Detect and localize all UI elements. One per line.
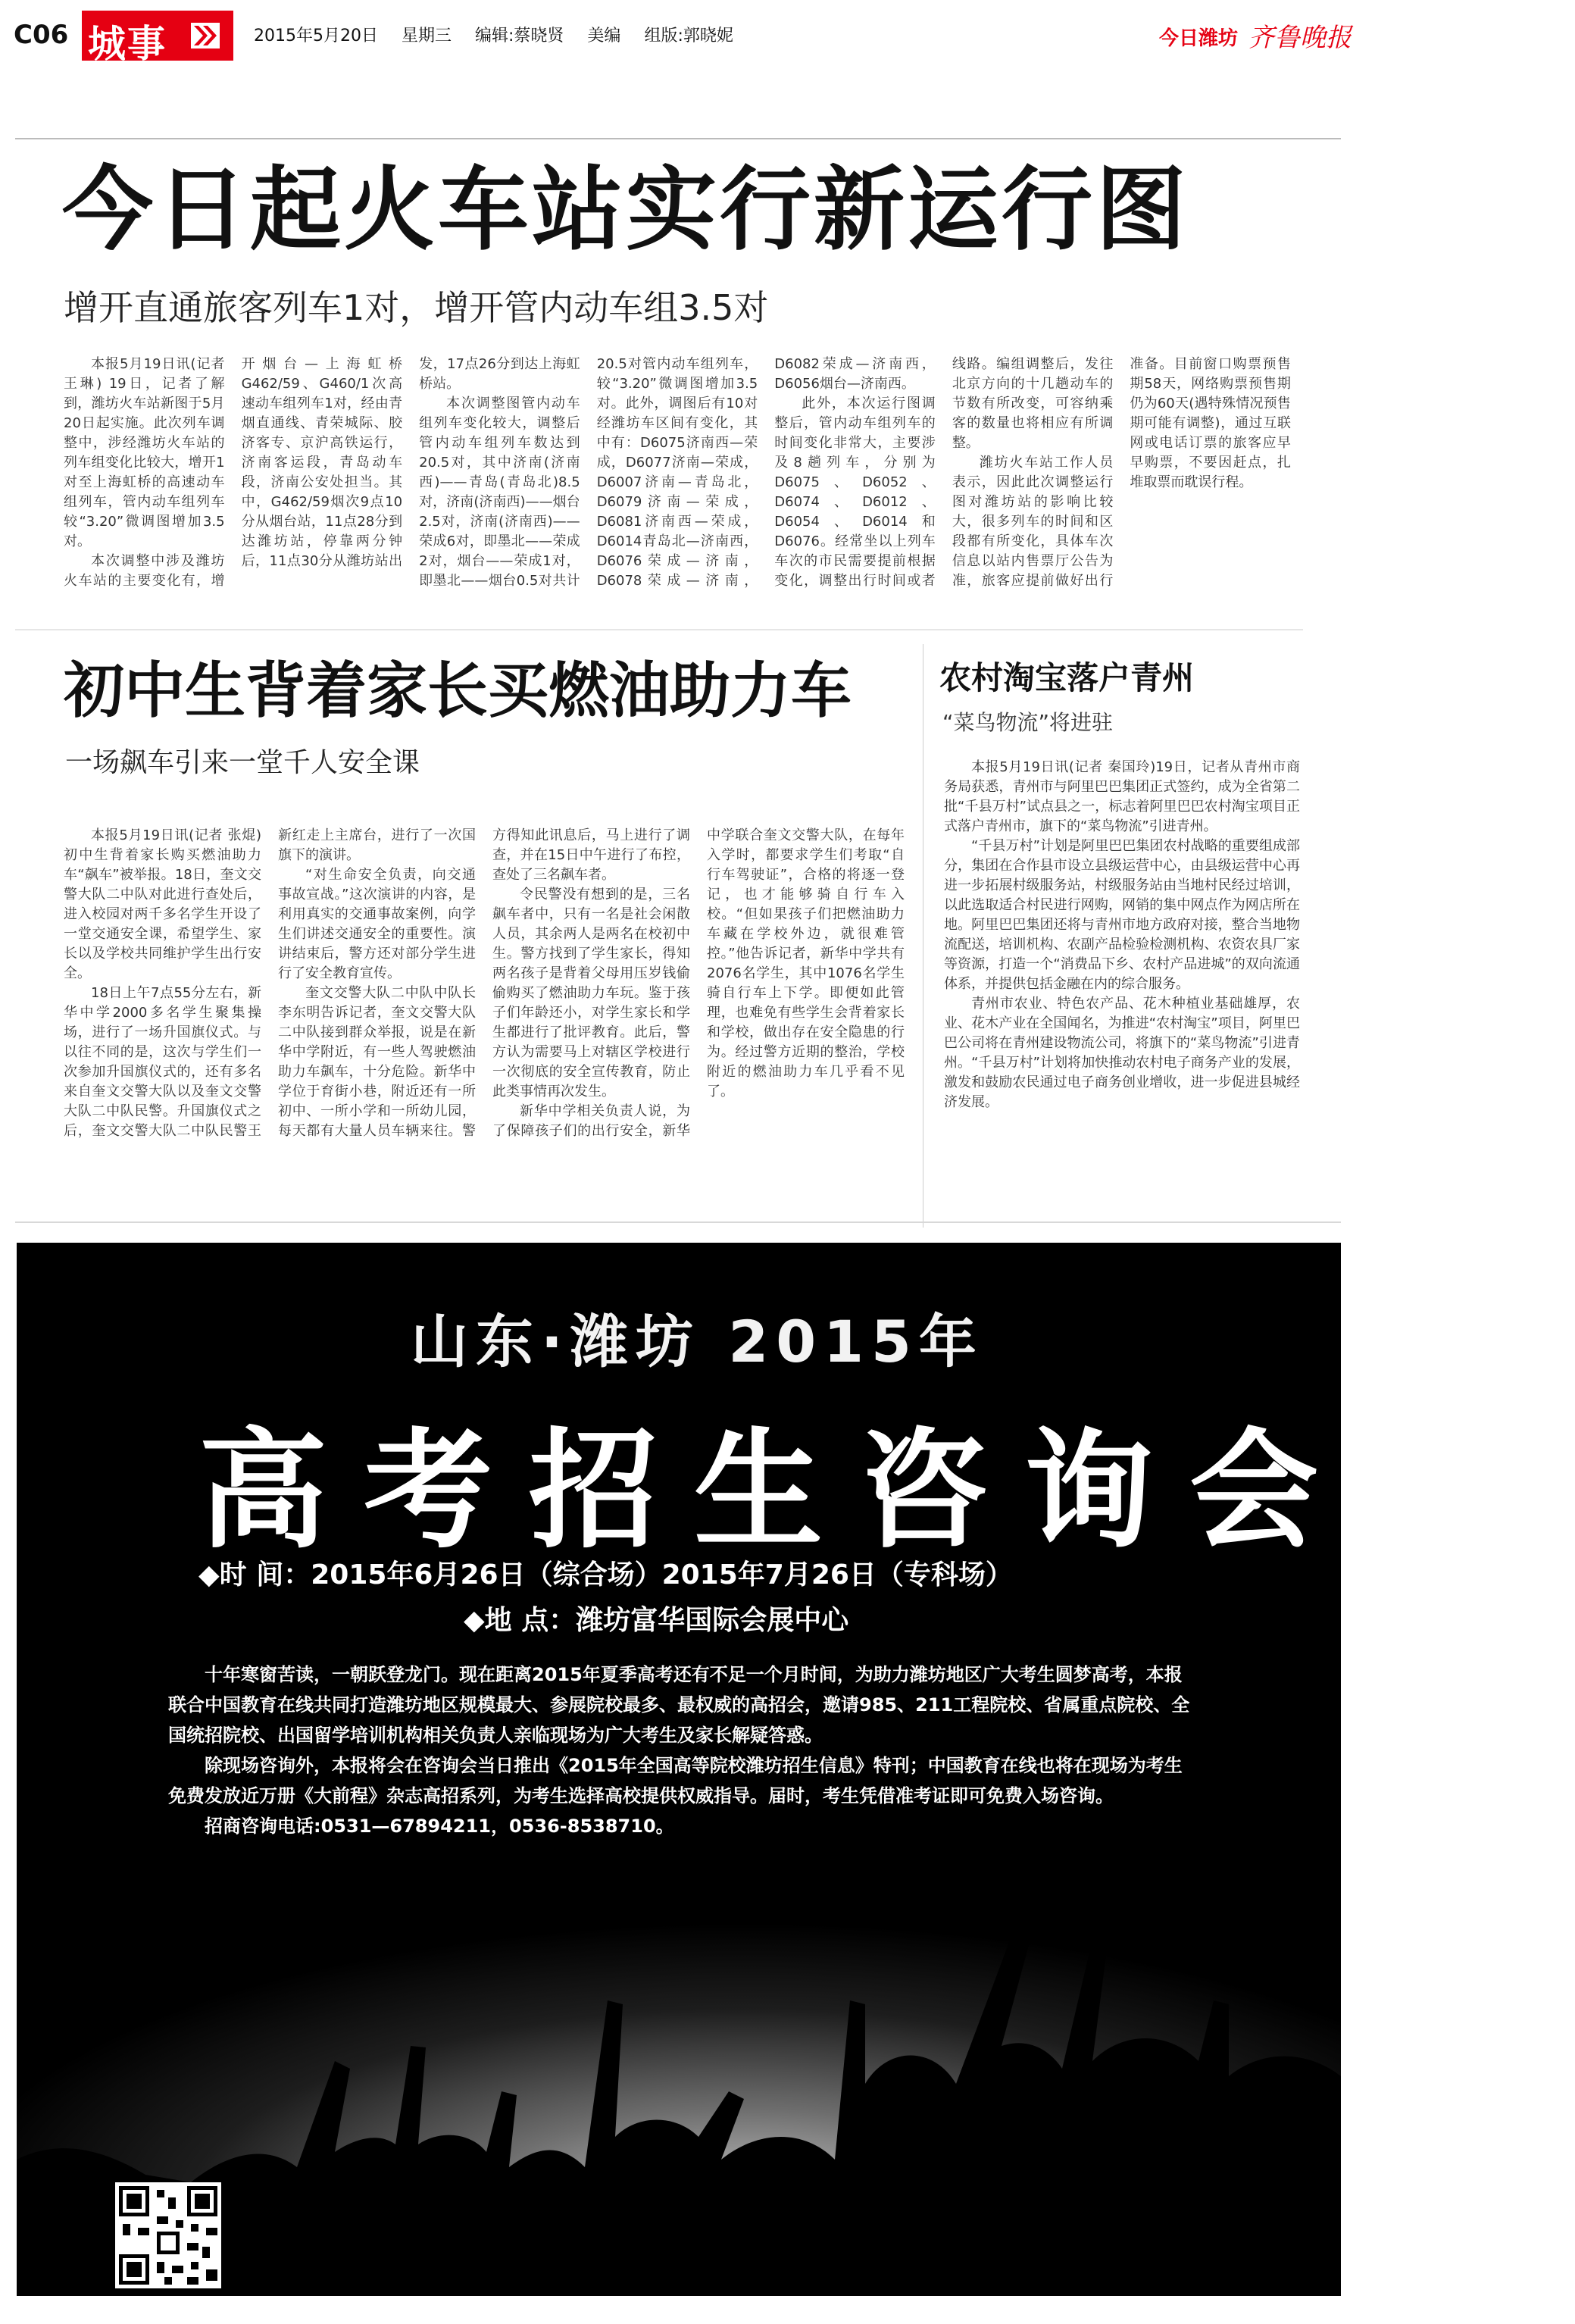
ad-place-value: 潍坊富华国际会展中心 bbox=[576, 1605, 849, 1636]
ad-event-location-year: 山东·潍坊 2015年 bbox=[411, 1308, 984, 1375]
article2-paragraph: 新华中学相关负责人说，为了保障孩子们的出行安全，新华中学联合奎文交警大队，在每年入学时，都要求学生们考取“自行车驾驶证”，合格的将逐一登记，也才能够骑自行车入校。“但如果孩子们把燃油助力车藏在学校外边，就很难管控。”他告诉记者，新华中学共有2076名学生，其中1076名学生骑自行车上下学。即便如此管理，也难免有些学生会背着家长和学校，做出存在安全隐患的行为。经过警方近期的整治，学校附近的燃油助力车几乎看不见了。 bbox=[492, 827, 905, 1139]
ad-paragraph: 十年寒窗苦读，一朝跃登龙门。现在距离2015年夏季高考还有不足一个月时间，为助力潍坊地区广大考生圆梦高考，本报联合中国教育在线共同打造潍坊地区规模最大、参展院校最多、最权威的高招会，邀请985、211工程院校、省属重点院校、全国统招院校、出国留学培训机构相关负责人亲临现场为广大考生及家长解疑答惑。 bbox=[168, 1664, 1190, 1746]
issue-meta bbox=[254, 23, 752, 46]
ad-place-label: ◆地 点： bbox=[464, 1605, 577, 1636]
issue-date: 2015年5月20日 bbox=[254, 27, 378, 45]
issue-weekday: 星期三 bbox=[401, 27, 452, 45]
article2-paragraph: 本报5月19日讯(记者 张焜)初中生背着家长购买燃油助力车“飙车”被举报。18日，奎文交警大队二中队对此进行查处后，进入校园对两千多名学生开设了一堂交通安全课，希望学生、家长以及学校共同维护学生出行安全。 bbox=[64, 827, 261, 981]
layout-editor: 组版:郭晓妮 bbox=[644, 27, 733, 45]
article3-paragraph: “千县万村”计划是阿里巴巴集团农村战略的重要组成部分，集团在合作县市设立县级运营中心，由县级运营中心再进一步拓展村级服务站，村级服务站由当地村民经过培训，以此选取适合村民进行网购，网销的集中网点作为网店所在地。阿里巴巴集团还将与青州市地方政府对接，整合当地物流配送，培训机构、农副产品检验检测机构、农资农具厂家等资源，打造一个“消费品下乡、农村产品进城”的双向流通体系，并提供包括金融在内的综合服务。 bbox=[944, 838, 1300, 992]
ad-place-line bbox=[464, 1599, 848, 1637]
qr-code-icon bbox=[115, 2182, 221, 2288]
article2-paragraph: “对生命安全负责，向交通事故宣战。”这次演讲的内容，是利用真实的交通事故案例，向学生们讲述交通安全的重要性。演讲结束后，警方还对部分学生进行了安全教育宣传。 bbox=[278, 867, 476, 981]
article3-subheadline: “菜鸟物流”将进驻 bbox=[942, 710, 1114, 735]
ad-body-text bbox=[168, 1659, 1198, 1841]
qr-caption: 第一时间 权威资讯 bbox=[112, 2305, 239, 2323]
article1-subheadline: 增开直通旅客列车1对，增开管内动车组3.5对 bbox=[64, 287, 769, 328]
article-divider bbox=[15, 629, 1303, 630]
article1-paragraph: 本次调整图管内动车组列车变化较大，调整后管内动车组列车数达到20.5对，其中济南(济南西)——青岛(青岛北)8.5对，济南(济南西)——烟台2.5对，济南(济南西)——荣成6对，即墨北——荣成2对，烟台——荣成1对，即墨北——烟台0.5对共计20.5对管内动车组列车，较“3.20”微调图增加3.5对。此外，调图后有10对经潍坊车区间有变化，其中有：D6075济南西—荣成，D6077济南—荣成，D6007济南—青岛北，D6079济南—荣成，D6081济南西—荣成，D6014青岛北—济南西，D6076荣成—济南，D6078荣成—济南，D6082荣成—济南西，D6056烟台—济南西。 bbox=[419, 356, 936, 589]
article1-paragraph: 此外，本次运行图调整后，管内动车组列车的时间变化非常大，主要涉及8趟列车，分别为D6075、D6052、D6074、D6012、D6054、D6014和D6076。经常坐以上列车车次的市民需要提前根据变化，调整出行时间或者线路。编组调整后，发往北京方向的十几趟动车的节数有所改变，可容纳乘客的数量也将相应有所调整。 bbox=[774, 356, 1114, 589]
article1-body bbox=[64, 355, 1291, 612]
article2-subheadline: 一场飙车引来一堂千人安全课 bbox=[65, 747, 420, 778]
article3-headline: 农村淘宝落户青州 bbox=[939, 659, 1195, 696]
double-chevron-icon bbox=[191, 23, 220, 48]
article1-paragraph: 本报5月19日讯(记者 王琳) 19日，记者了解到，潍坊火车站新图于5月20日起实施。此次列车调整中，涉经潍坊火车站的列车组变化比较大，增开1对至上海虹桥的高速动车组列车，管内动车组列车较“3.20”微调图增加3.5对。 bbox=[64, 356, 225, 549]
ad-event-title: 高考招生咨询会 bbox=[198, 1416, 1355, 1566]
article2-paragraph: 令民警没有想到的是，三名飙车者中，只有一名是社会闲散人员，其余两人是两名在校初中生。警方找到了学生家长，得知两名孩子是背着父母用压岁钱偷偷购买了燃油助力车玩。鉴于孩子们年龄还小，对学生家长和学生都进行了批评教育。此后，警方认为需要马上对辖区学校进行一次彻底的安全宣传教育，防止此类事情再次发生。 bbox=[492, 887, 690, 1099]
article2-body bbox=[64, 826, 905, 1220]
article2-paragraph: 奎文交警大队二中队中队长李东明告诉记者，奎文交警大队二中队接到群众举报，说是在新华中学附近，有一些人驾驶燃油助力车飙车，十分危险。新华中学位于育街小巷，附近还有一所初中、一所小学和一所幼儿园，每天都有大量人员车辆来往。警方得知此讯息后，马上进行了调查，并在15日中午进行了布控，查处了三名飙车者。 bbox=[278, 827, 690, 1139]
article1-paragraph: 本次调整中涉及潍坊火车站的主要变化有，增开烟台—上海虹桥G462/59、G460/1次高速动车组列车1对，经由青烟直通线、青荣城际、胶济客专、京沪高铁运行，济南客运段，青岛动车段，济南公安处担当。其中，G462/59烟次9点10分从烟台站，11点28分到达潍坊站，停靠两分钟后，11点30分从潍坊站出发，17点26分到达上海虹桥站。 bbox=[64, 356, 580, 589]
article3-paragraph: 本报5月19日讯(记者 秦国玲)19日，记者从青州市商务局获悉，青州市与阿里巴巴集团正式签约，成为全省第二批“千县万村”试点县之一，标志着阿里巴巴农村淘宝项目正式落户青州市，旗下的“菜鸟物流”引进青州。 bbox=[944, 759, 1300, 834]
art-editor: 美编 bbox=[587, 27, 621, 45]
article1-headline: 今日起火车站实行新运行图 bbox=[62, 158, 1189, 263]
editor: 编辑:蔡晓贤 bbox=[475, 27, 564, 45]
article2-paragraph: 18日上午7点55分左右，新华中学2000多名学生聚集操场，进行了一场升国旗仪式。与以往不同的是，这次与学生们一次参加升国旗仪式的，还有多名来自奎文交警大队以及奎文交警大队二中队民警。升国旗仪式之后，奎文交警大队二中队民警王新红走上主席台，进行了一次国旗下的演讲。 bbox=[64, 827, 476, 1139]
ad-divider bbox=[15, 1221, 1341, 1223]
header-divider bbox=[15, 138, 1341, 139]
ad-paragraph: 除现场咨询外，本报将会在咨询会当日推出《2015年全国高等院校潍坊招生信息》特刊；中国教育在线也将在现场为考生免费发放近万册《大前程》杂志高招系列，为考生选择高校提供权威指导。届时，考生凭借准考证即可免费入场咨询。 bbox=[168, 1755, 1183, 1806]
ad-contact-phone: 招商咨询电话:0531—67894211，0536-8538710。 bbox=[205, 1816, 674, 1837]
article3-body bbox=[944, 758, 1300, 1212]
article2-headline: 初中生背着家长买燃油助力车 bbox=[64, 655, 852, 726]
ad-time-value: 2015年6月26日（综合场）2015年7月26日（专科场） bbox=[311, 1559, 1013, 1591]
advertisement-banner bbox=[17, 1243, 1355, 2323]
section-label: 城事 bbox=[88, 22, 167, 66]
article3-paragraph: 青州市农业、特色农产品、花木种植业基础雄厚，农业、花木产业在全国闻名，为推进“农村淘宝”项目，阿里巴巴公司将在青州建设物流公司，将旗下的“菜鸟物流”引进青州。“千县万村”计划将加快推动农村电子商务产业的发展，激发和鼓励农民通过电子商务创业增收，进一步促进县城经济发展。 bbox=[944, 996, 1300, 1110]
newspaper-brand: 齐鲁晚报 bbox=[1248, 23, 1352, 53]
article1-paragraph: 潍坊火车站工作人员表示，因此此次调整运行图对潍坊站的影响比较大，很多列车的时间和区段都有所变化，具体车次信息以站内售票厅公告为准，旅客应提前做好出行准备。目前窗口购票预售期58天，网络购票预售期仍为60天(遇特殊情况预售期可能有调整)，通过互联网或电话订票的旅客应早早购票，不要因赶点，扎堆取票而耽误行程。 bbox=[952, 356, 1291, 589]
ad-time-label: ◆时 间： bbox=[198, 1559, 311, 1591]
page-number: C06 bbox=[14, 20, 69, 50]
column-label: 今日潍坊 bbox=[1159, 27, 1239, 50]
ad-time-line bbox=[198, 1553, 1013, 1592]
